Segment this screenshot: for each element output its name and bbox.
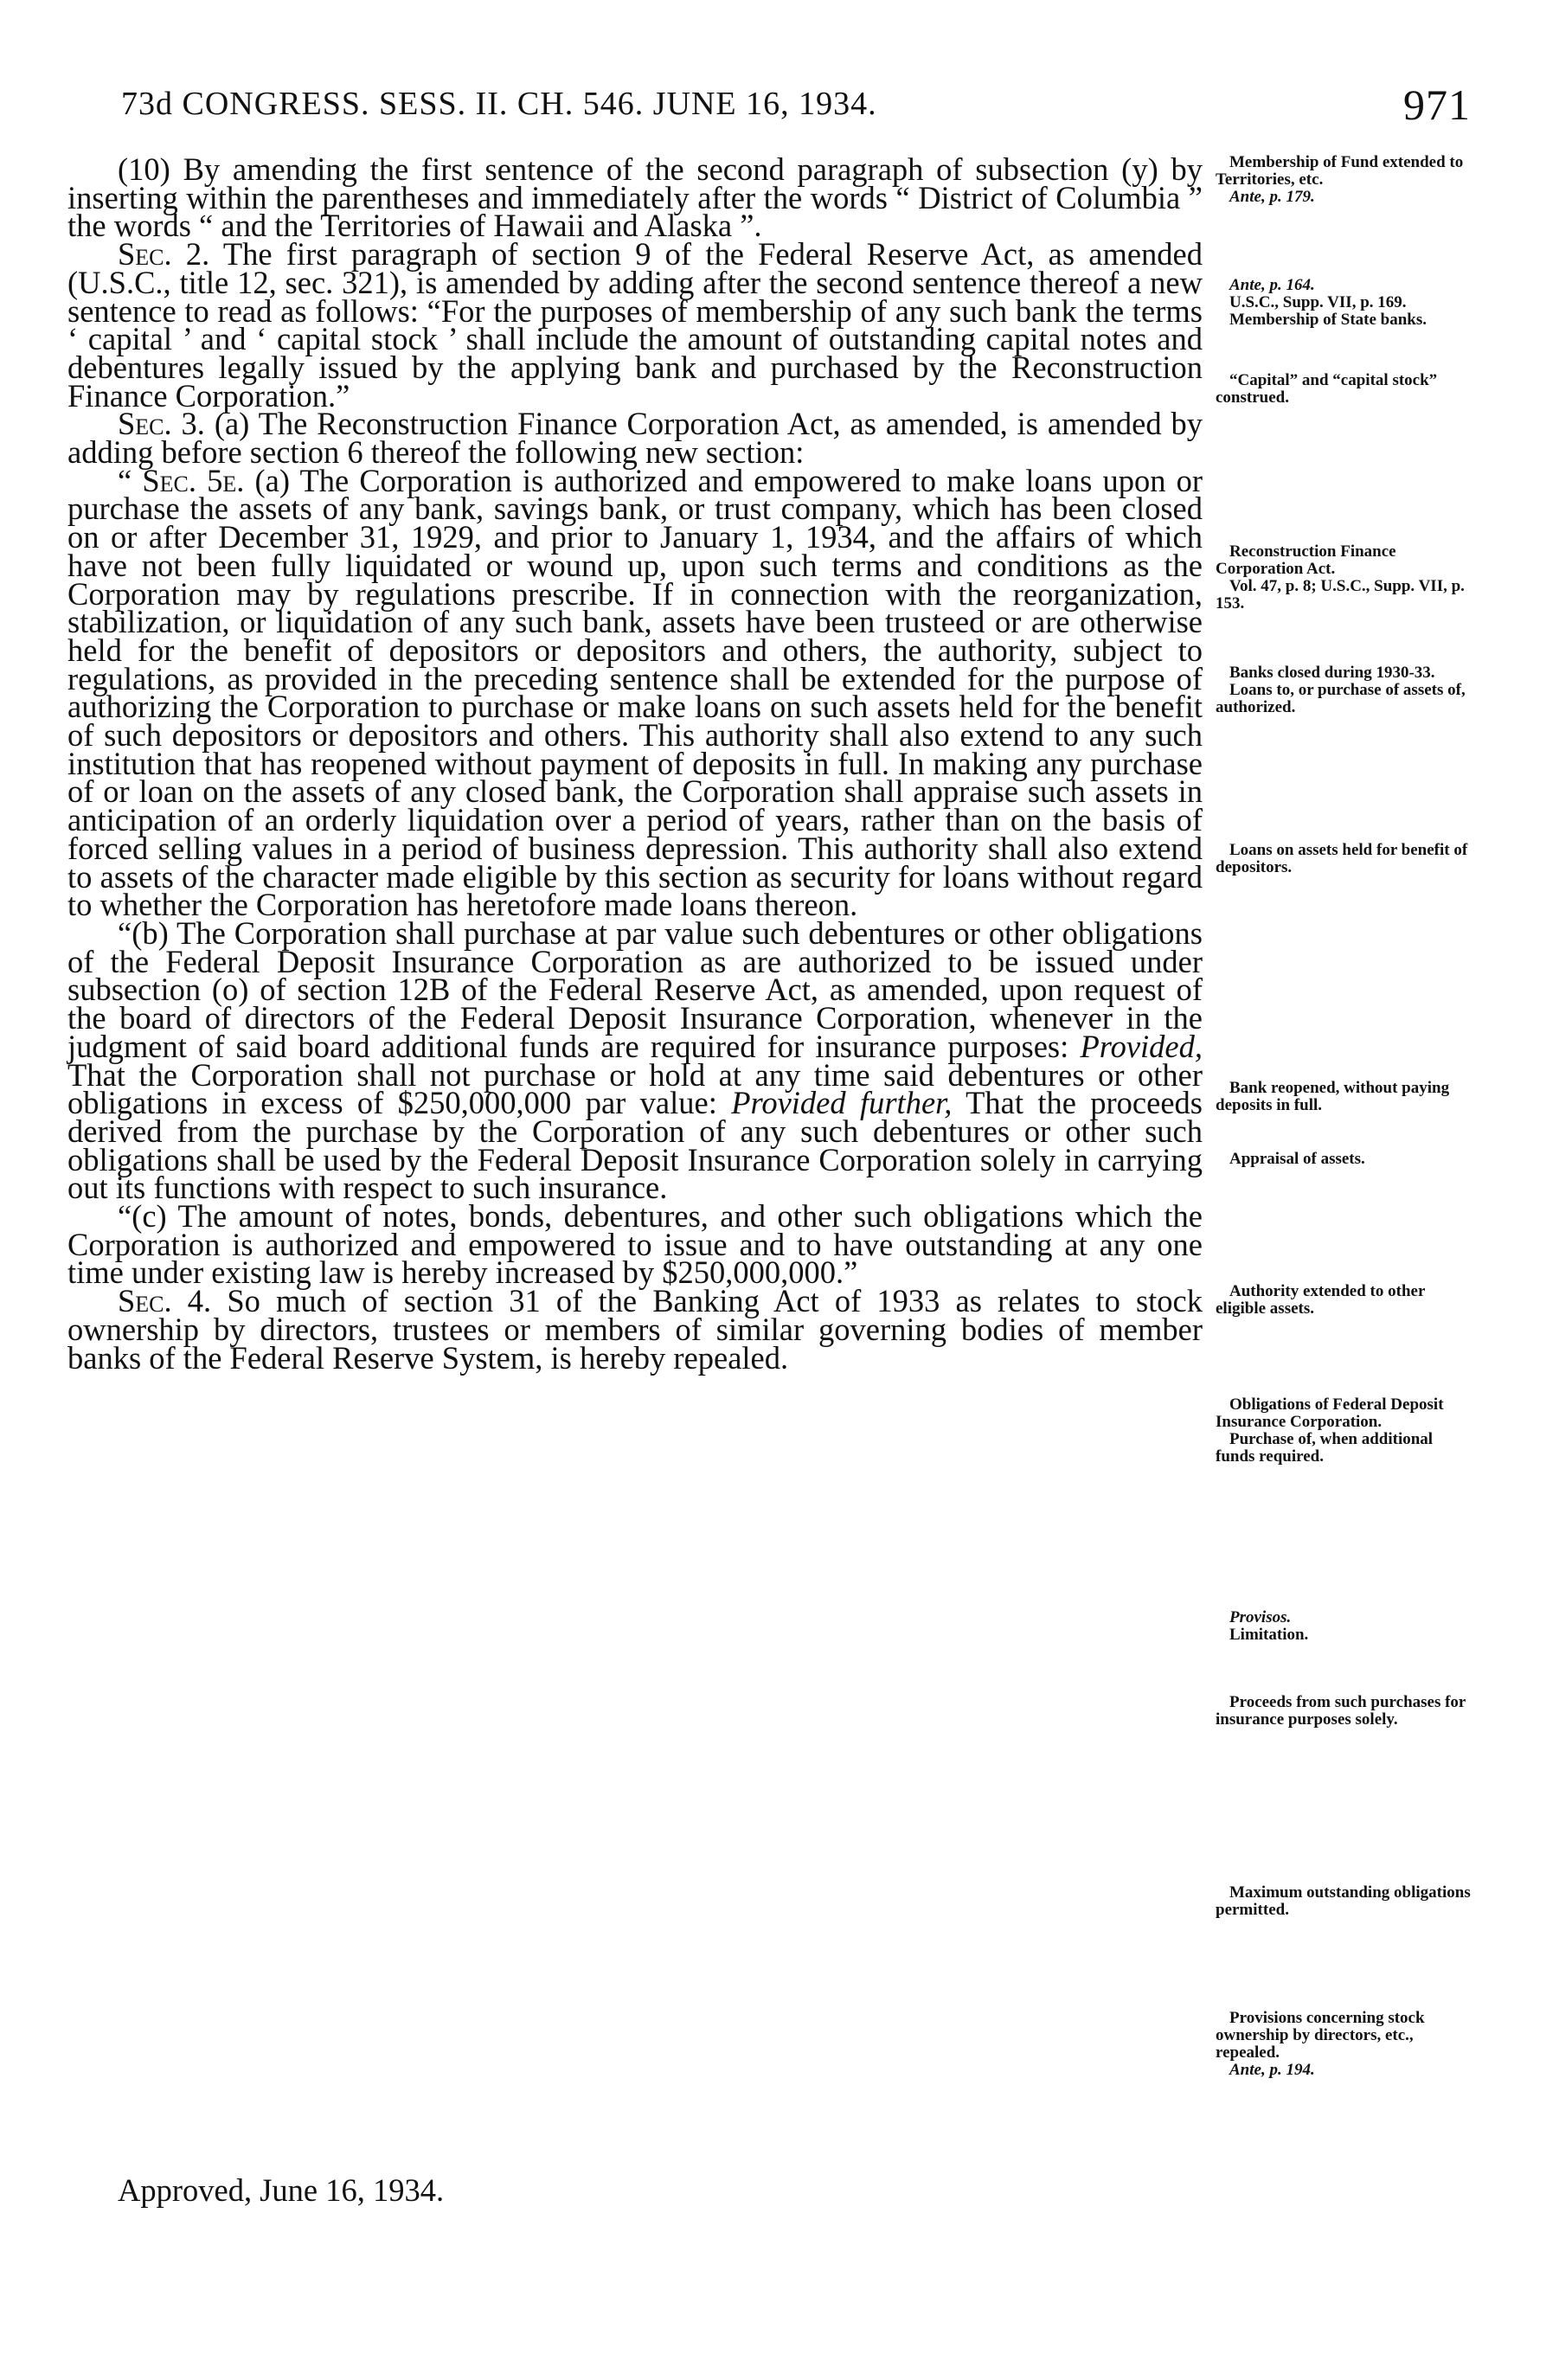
note-text: Obligations of Federal Deposit Insurance Corporation. [1216,1395,1444,1431]
margin-note [1216,154,1473,206]
section-heading: “ Sec. 5e. [118,462,245,498]
proviso-word: Provided further, [731,1085,953,1121]
paragraph-text: That the proceeds derived from the purchase by the Corporation of any such debentures or other such obligations shall be used by the Federal Deposit Insurance Corporation solely in carrying out its functions with respect to such insurance. [67,1085,1203,1206]
section-heading: Sec. 4. [118,1283,212,1319]
margin-note [1216,664,1473,716]
page-number: 971 [1403,80,1471,129]
section-heading: Sec. 2. [118,236,210,273]
margin-note [1216,1884,1473,1919]
margin-note [1216,1609,1473,1644]
section-4 [67,1283,1203,1376]
margin-note [1216,1694,1473,1729]
note-reference: U.S.C., Supp. VII, p. 169. [1229,293,1407,311]
section-3 [67,406,1203,471]
margin-note [1216,277,1473,329]
subsection-c [67,1198,1203,1291]
margin-note [1216,1396,1473,1466]
paragraph-text: The first paragraph of section 9 of the Federal Reserve Act, as amended (U.S.C., title 12, sec. 321), is amended by adding after the second sentence thereof a new sentence to read as follows: “For the purposes of membership of any such bank the terms ‘ capital ’ and ‘ capital stock ’ shall include the amount of outstanding capital notes and debentures legally issued by the applying bank and purchased by the Reconstruction Finance Corporation.” [67,236,1203,414]
section-heading: Sec. 3. [118,406,205,442]
section-2 [67,236,1203,414]
note-text: Authority extended to other eligible assets. [1216,1282,1426,1318]
note-text: Appraisal of assets. [1229,1150,1365,1168]
margin-note [1216,1151,1473,1168]
subsection-b [67,914,1203,1206]
margin-note [1216,842,1473,876]
paragraph-text: “(c) The amount of notes, bonds, debentures, and other such obligations which the Corporation is authorized and empowered to issue and to have outstanding at any one time under existing law is hereby increased by $250,000,000.” [67,1198,1203,1291]
paragraph-text: (a) The Reconstruction Finance Corporation Act, as amended, is amended by adding before section 6 thereof the following new section: [67,406,1203,471]
margin-note [1216,543,1473,613]
note-text: Membership of State banks. [1229,311,1427,329]
section-5e [67,462,1203,923]
note-text: Provisions concerning stock ownership by directors, etc., repealed. [1216,2009,1425,2062]
note-text: Loans on assets held for benefit of depositors. [1216,841,1468,876]
note-text: Bank reopened, without paying deposits in full. [1216,1079,1450,1114]
note-reference: Vol. 47, p. 8; U.S.C., Supp. VII, p. 153. [1216,577,1465,613]
note-text: Limitation. [1229,1626,1309,1644]
paragraph-text: That the Corporation shall not purchase or hold at any time said debentures or other obligations in excess of $250,000,000 par value: [67,1056,1203,1121]
paragraph-10 [67,151,1203,244]
margin-note [1216,1283,1473,1318]
paragraph-text: (a) The Corporation is authorized and empowered to make loans upon or purchase the assets of any bank, savings bank, or trust company, which has been closed on or after December 31, 1929, and prior to January 1, 1934, and the affairs of which have not been fully liquidated or wound up, upon such terms and conditions as the Corporation may by regulations prescribe. If in connection with the reorganization, stabilization, or liquidation of any such bank, assets have been trusteed or are otherwise held for the benefit of depositors or depositors and others, the authority, subject to regulations, as provided in the preceding sentence shall be extended for the purpose of authorizing the Corporation to purchase or make loans on such assets held for the benefit of such depositors or depositors and others. This authority shall also extend to any such institution that has reopened without payment of deposits in full. In making any purchase of or loan on the assets of any closed bank, the Corporation shall appraise such assets in anticipation of an orderly liquidation over a period of years, rather than on the basis of forced selling values in a period of business depression. This authority shall also extend to assets of the character made eligible by this section as security for loans without regard to whether the Corporation has heretofore made loans thereon. [67,462,1203,923]
margin-note [1216,1080,1473,1114]
main-text [67,151,1203,1376]
note-text: Membership of Fund extended to Territories, etc. [1216,153,1464,189]
note-text: Banks closed during 1930-33. [1229,664,1435,682]
note-reference: Ante, p. 194. [1229,2061,1315,2079]
paragraph-text: “(b) The Corporation shall purchase at par value such debentures or other obligations of the Federal Deposit Insurance Corporation as are authorized to be issued under subsection (o) of section 12B of the Federal Reserve Act, as amended, upon request of the board of directors of the Federal Deposit Insurance Corporation, whenever in the judgment of said board additional funds are required for insurance purposes: [67,914,1203,1064]
running-header: 73d CONGRESS. SESS. II. CH. 546. JUNE 16, 1934. [121,86,877,122]
note-text: Maximum outstanding obligations permitted. [1216,1883,1471,1919]
note-text: Proceeds from such purchases for insurance purposes solely. [1216,1693,1466,1729]
margin-note [1216,372,1473,407]
note-text: Provisos. [1229,1608,1292,1626]
proviso-word: Provided, [1080,1028,1203,1064]
paragraph-text: So much of section 31 of the Banking Act of 1933 as relates to stock ownership by directors, trustees or members of similar governing bodies of member banks of the Federal Reserve System, is hereby repealed. [67,1283,1203,1376]
note-text: Loans to, or purchase of assets of, authorized. [1216,681,1466,716]
note-reference: Ante, p. 164. [1229,276,1315,294]
margin-note [1216,2010,1473,2079]
approval-line: Approved, June 16, 1934. [118,2172,445,2208]
note-text: Reconstruction Finance Corporation Act. [1216,542,1396,578]
note-text: “Capital” and “capital stock” construed. [1216,371,1438,407]
note-text: Purchase of, when additional funds required. [1216,1430,1434,1466]
paragraph-text: (10) By amending the first sentence of the second paragraph of subsection (y) by inserting within the parentheses and immediately after the words “ District of Columbia ” the words “ and the Territories of Hawaii and Alaska ”. [67,151,1203,244]
note-reference: Ante, p. 179. [1229,188,1315,206]
